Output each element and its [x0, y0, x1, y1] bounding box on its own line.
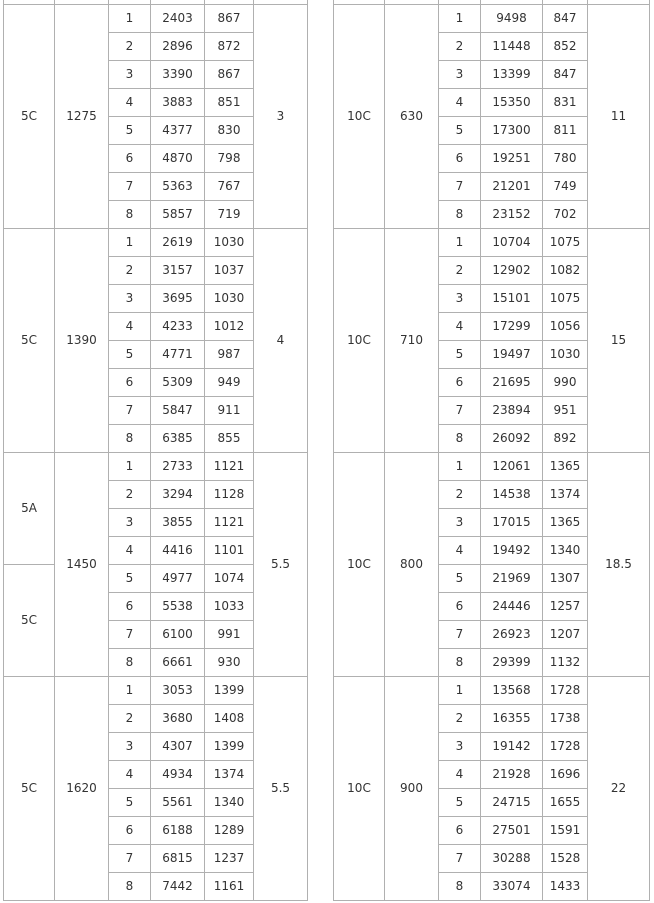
position-number-cell: 8	[109, 649, 151, 677]
airflow-cell: 24715	[481, 789, 543, 817]
position-number-cell: 4	[439, 89, 481, 117]
airflow-cell: 17300	[481, 117, 543, 145]
pressure-cell: 767	[205, 173, 254, 201]
pressure-cell: 1374	[543, 481, 588, 509]
airflow-cell: 4870	[151, 145, 205, 173]
airflow-cell: 29399	[481, 649, 543, 677]
position-number-cell: 4	[439, 537, 481, 565]
position-number-cell: 1	[109, 229, 151, 257]
airflow-cell: 21695	[481, 369, 543, 397]
pressure-cell: 1030	[205, 229, 254, 257]
airflow-cell: 17299	[481, 313, 543, 341]
pressure-cell: 1365	[543, 453, 588, 481]
airflow-cell: 5857	[151, 201, 205, 229]
pressure-cell: 949	[205, 369, 254, 397]
airflow-cell: 21928	[481, 761, 543, 789]
pressure-cell: 867	[205, 61, 254, 89]
pressure-cell: 867	[205, 5, 254, 33]
position-number-cell: 1	[439, 453, 481, 481]
pressure-cell: 1161	[205, 873, 254, 901]
position-number-cell: 8	[109, 201, 151, 229]
speed-cell: 710	[385, 229, 439, 453]
position-number-cell: 2	[439, 33, 481, 61]
airflow-cell: 3294	[151, 481, 205, 509]
airflow-cell: 21201	[481, 173, 543, 201]
position-number-cell: 1	[109, 5, 151, 33]
table-row	[4, 5, 308, 33]
position-number-cell: 7	[109, 397, 151, 425]
position-number-cell: 4	[109, 761, 151, 789]
pressure-cell: 930	[205, 649, 254, 677]
table-row	[334, 5, 650, 33]
position-number-cell: 4	[439, 313, 481, 341]
pressure-cell: 1289	[205, 817, 254, 845]
airflow-cell: 15350	[481, 89, 543, 117]
airflow-cell: 3053	[151, 677, 205, 705]
airflow-cell: 26923	[481, 621, 543, 649]
pressure-cell: 1399	[205, 677, 254, 705]
speed-cell: 1620	[55, 677, 109, 901]
position-number-cell: 8	[439, 649, 481, 677]
pressure-cell: 1132	[543, 649, 588, 677]
position-number-cell: 4	[439, 761, 481, 789]
pressure-cell: 702	[543, 201, 588, 229]
position-number-cell: 2	[439, 481, 481, 509]
airflow-cell: 2619	[151, 229, 205, 257]
pressure-cell: 1307	[543, 565, 588, 593]
pressure-cell: 1728	[543, 733, 588, 761]
position-number-cell: 1	[109, 677, 151, 705]
airflow-cell: 2896	[151, 33, 205, 61]
power-cell: 15	[588, 229, 650, 453]
pressure-cell: 855	[205, 425, 254, 453]
pressure-cell: 1433	[543, 873, 588, 901]
pressure-cell: 911	[205, 397, 254, 425]
pressure-cell: 1030	[543, 341, 588, 369]
table-row	[334, 677, 650, 705]
pressure-cell: 1399	[205, 733, 254, 761]
position-number-cell: 5	[439, 565, 481, 593]
fan-model-cell: 10C	[334, 5, 385, 229]
airflow-cell: 13568	[481, 677, 543, 705]
position-number-cell: 3	[439, 733, 481, 761]
position-number-cell: 7	[109, 173, 151, 201]
position-number-cell: 1	[109, 453, 151, 481]
airflow-cell: 30288	[481, 845, 543, 873]
airflow-cell: 5847	[151, 397, 205, 425]
airflow-cell: 3680	[151, 705, 205, 733]
pressure-cell: 1738	[543, 705, 588, 733]
table-row	[4, 453, 308, 481]
airflow-cell: 27501	[481, 817, 543, 845]
airflow-cell: 16355	[481, 705, 543, 733]
airflow-cell: 15101	[481, 285, 543, 313]
pressure-cell: 1121	[205, 453, 254, 481]
airflow-cell: 24446	[481, 593, 543, 621]
pressure-cell: 1037	[205, 257, 254, 285]
fan-model-cell: 5C	[4, 5, 55, 229]
left-fan-data-table	[3, 0, 308, 901]
position-number-cell: 5	[109, 341, 151, 369]
airflow-cell: 7442	[151, 873, 205, 901]
airflow-cell: 13399	[481, 61, 543, 89]
position-number-cell: 2	[109, 705, 151, 733]
airflow-cell: 3390	[151, 61, 205, 89]
pressure-cell: 1365	[543, 509, 588, 537]
power-cell: 5.5	[254, 453, 308, 677]
fan-model-cell: 5C	[4, 677, 55, 901]
position-number-cell: 5	[109, 565, 151, 593]
pressure-cell: 830	[205, 117, 254, 145]
pressure-cell: 1374	[205, 761, 254, 789]
airflow-cell: 9498	[481, 5, 543, 33]
airflow-cell: 26092	[481, 425, 543, 453]
airflow-cell: 6815	[151, 845, 205, 873]
position-number-cell: 5	[109, 789, 151, 817]
pressure-cell: 780	[543, 145, 588, 173]
pressure-cell: 798	[205, 145, 254, 173]
right-fan-data-table	[333, 0, 650, 901]
pressure-cell: 1340	[543, 537, 588, 565]
pressure-cell: 831	[543, 89, 588, 117]
airflow-cell: 4233	[151, 313, 205, 341]
speed-cell: 800	[385, 453, 439, 677]
power-cell: 22	[588, 677, 650, 901]
pressure-cell: 811	[543, 117, 588, 145]
airflow-cell: 3883	[151, 89, 205, 117]
pressure-cell: 1012	[205, 313, 254, 341]
pressure-cell: 1033	[205, 593, 254, 621]
position-number-cell: 4	[109, 89, 151, 117]
position-number-cell: 8	[439, 425, 481, 453]
airflow-cell: 4771	[151, 341, 205, 369]
position-number-cell: 3	[109, 61, 151, 89]
airflow-cell: 19251	[481, 145, 543, 173]
airflow-cell: 4377	[151, 117, 205, 145]
pressure-cell: 1128	[205, 481, 254, 509]
position-number-cell: 8	[109, 425, 151, 453]
power-cell: 18.5	[588, 453, 650, 677]
position-number-cell: 4	[109, 537, 151, 565]
airflow-cell: 3855	[151, 509, 205, 537]
airflow-cell: 12061	[481, 453, 543, 481]
table-row	[334, 453, 650, 481]
table-row	[334, 229, 650, 257]
airflow-cell: 6385	[151, 425, 205, 453]
pressure-cell: 951	[543, 397, 588, 425]
position-number-cell: 2	[109, 481, 151, 509]
position-number-cell: 1	[439, 5, 481, 33]
pressure-cell: 1237	[205, 845, 254, 873]
power-cell: 11	[588, 5, 650, 229]
airflow-cell: 5561	[151, 789, 205, 817]
airflow-cell: 23894	[481, 397, 543, 425]
position-number-cell: 5	[439, 117, 481, 145]
pressure-cell: 847	[543, 61, 588, 89]
power-cell: 5.5	[254, 677, 308, 901]
position-number-cell: 6	[439, 145, 481, 173]
airflow-cell: 19142	[481, 733, 543, 761]
pressure-cell: 847	[543, 5, 588, 33]
pressure-cell: 1340	[205, 789, 254, 817]
airflow-cell: 6188	[151, 817, 205, 845]
pressure-cell: 1728	[543, 677, 588, 705]
pressure-cell: 892	[543, 425, 588, 453]
position-number-cell: 3	[109, 285, 151, 313]
pressure-cell: 1528	[543, 845, 588, 873]
position-number-cell: 5	[439, 789, 481, 817]
position-number-cell: 6	[109, 593, 151, 621]
position-number-cell: 7	[439, 397, 481, 425]
fan-model-cell: 10C	[334, 229, 385, 453]
position-number-cell: 5	[439, 341, 481, 369]
position-number-cell: 6	[109, 369, 151, 397]
airflow-cell: 14538	[481, 481, 543, 509]
position-number-cell: 8	[439, 873, 481, 901]
speed-cell: 1450	[55, 453, 109, 677]
position-number-cell: 5	[109, 117, 151, 145]
position-number-cell: 7	[439, 845, 481, 873]
airflow-cell: 5363	[151, 173, 205, 201]
pressure-cell: 1655	[543, 789, 588, 817]
speed-cell: 630	[385, 5, 439, 229]
position-number-cell: 7	[109, 621, 151, 649]
airflow-cell: 17015	[481, 509, 543, 537]
position-number-cell: 8	[109, 873, 151, 901]
pressure-cell: 1101	[205, 537, 254, 565]
position-number-cell: 7	[439, 173, 481, 201]
pressure-cell: 1696	[543, 761, 588, 789]
airflow-cell: 4934	[151, 761, 205, 789]
airflow-cell: 33074	[481, 873, 543, 901]
position-number-cell: 2	[109, 33, 151, 61]
pressure-cell: 852	[543, 33, 588, 61]
airflow-cell: 19492	[481, 537, 543, 565]
position-number-cell: 2	[439, 257, 481, 285]
speed-cell: 900	[385, 677, 439, 901]
position-number-cell: 8	[439, 201, 481, 229]
power-cell: 4	[254, 229, 308, 453]
airflow-cell: 6661	[151, 649, 205, 677]
pressure-cell: 1074	[205, 565, 254, 593]
position-number-cell: 3	[439, 509, 481, 537]
left-table-body	[4, 0, 308, 901]
position-number-cell: 3	[109, 509, 151, 537]
pressure-cell: 749	[543, 173, 588, 201]
position-number-cell: 6	[439, 593, 481, 621]
airflow-cell: 4307	[151, 733, 205, 761]
right-table-body	[334, 0, 650, 901]
pressure-cell: 1075	[543, 229, 588, 257]
fan-model-cell: 10C	[334, 453, 385, 677]
pressure-cell: 1408	[205, 705, 254, 733]
pressure-cell: 851	[205, 89, 254, 117]
airflow-cell: 11448	[481, 33, 543, 61]
airflow-cell: 4416	[151, 537, 205, 565]
pressure-cell: 1121	[205, 509, 254, 537]
airflow-cell: 23152	[481, 201, 543, 229]
table-row	[4, 677, 308, 705]
fan-model-cell: 5C	[4, 565, 55, 677]
airflow-cell: 3157	[151, 257, 205, 285]
pressure-cell: 1257	[543, 593, 588, 621]
airflow-cell: 19497	[481, 341, 543, 369]
pressure-cell: 1075	[543, 285, 588, 313]
airflow-cell: 12902	[481, 257, 543, 285]
position-number-cell: 7	[439, 621, 481, 649]
table-row	[4, 229, 308, 257]
airflow-cell: 3695	[151, 285, 205, 313]
position-number-cell: 2	[109, 257, 151, 285]
position-number-cell: 1	[439, 677, 481, 705]
pressure-cell: 719	[205, 201, 254, 229]
pressure-cell: 990	[543, 369, 588, 397]
position-number-cell: 6	[439, 817, 481, 845]
pressure-cell: 1591	[543, 817, 588, 845]
airflow-cell: 21969	[481, 565, 543, 593]
airflow-cell: 10704	[481, 229, 543, 257]
position-number-cell: 6	[109, 817, 151, 845]
position-number-cell: 4	[109, 313, 151, 341]
speed-cell: 1390	[55, 229, 109, 453]
fan-model-cell: 5A	[4, 453, 55, 565]
position-number-cell: 3	[439, 285, 481, 313]
position-number-cell: 3	[439, 61, 481, 89]
airflow-cell: 5538	[151, 593, 205, 621]
position-number-cell: 6	[439, 369, 481, 397]
pressure-cell: 991	[205, 621, 254, 649]
airflow-cell: 2733	[151, 453, 205, 481]
airflow-cell: 5309	[151, 369, 205, 397]
position-number-cell: 6	[109, 145, 151, 173]
fan-model-cell: 5C	[4, 229, 55, 453]
position-number-cell: 2	[439, 705, 481, 733]
fan-model-cell: 10C	[334, 677, 385, 901]
pressure-cell: 987	[205, 341, 254, 369]
airflow-cell: 2403	[151, 5, 205, 33]
airflow-cell: 4977	[151, 565, 205, 593]
pressure-cell: 1082	[543, 257, 588, 285]
pressure-cell: 872	[205, 33, 254, 61]
pressure-cell: 1030	[205, 285, 254, 313]
pressure-cell: 1056	[543, 313, 588, 341]
speed-cell: 1275	[55, 5, 109, 229]
position-number-cell: 1	[439, 229, 481, 257]
position-number-cell: 7	[109, 845, 151, 873]
power-cell: 3	[254, 5, 308, 229]
airflow-cell: 6100	[151, 621, 205, 649]
position-number-cell: 3	[109, 733, 151, 761]
pressure-cell: 1207	[543, 621, 588, 649]
